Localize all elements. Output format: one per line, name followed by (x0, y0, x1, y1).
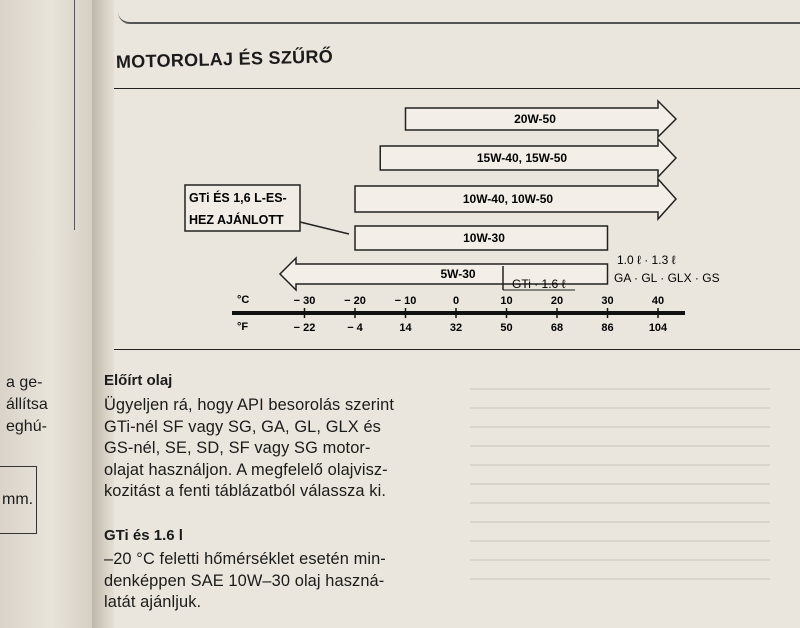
body-line: olajat használjon. A megfelelő olajvisz- (104, 460, 388, 479)
fahrenheit-tick-label: 68 (550, 322, 564, 334)
fahrenheit-tick-label: 32 (449, 322, 463, 334)
callout-pointer (300, 222, 349, 234)
left-page-line: a ge- (6, 374, 43, 391)
small-engine-label-1: 1.0 ℓ · 1.3 ℓ (617, 253, 676, 267)
body-line: Ügyeljen rá, hogy API besorolás szerint (104, 396, 394, 414)
fahrenheit-tick-label: − 4 (347, 322, 363, 334)
left-page-box-text: mm. (2, 491, 34, 508)
body-line: GTi-nél SF vagy SG, GA, GL, GLX és (104, 417, 381, 436)
body-line: GS-nél, SE, SD, SF vagy SG motor- (104, 439, 371, 457)
left-page-line: állítsa (6, 396, 48, 413)
callout-line-2: HEZ AJÁNLOTT (189, 213, 284, 227)
celsius-tick-label: − 10 (394, 295, 417, 307)
viscosity-bar-label: 20W-50 (514, 112, 556, 126)
body-line: –20 °C feletti hőmérséklet esetén min- (104, 550, 386, 568)
body-line: latát ajánljuk. (104, 593, 202, 611)
celsius-tick-label: − 20 (344, 295, 366, 307)
fahrenheit-tick-label: 104 (648, 322, 668, 334)
fahrenheit-tick-label: − 22 (293, 322, 316, 334)
body-line: kozitást a fenti táblázatból válassza ki. (104, 482, 386, 500)
callout-line-1: GTi ÉS 1,6 L-ES- (189, 191, 287, 205)
viscosity-bar-label: 15W-40, 15W-50 (476, 151, 568, 165)
section-heading-gti: GTi és 1.6 l (104, 527, 183, 544)
celsius-tick-label: 10 (500, 295, 513, 307)
bleed-through-text (470, 376, 770, 596)
celsius-unit: °C (237, 294, 250, 306)
fahrenheit-unit: °F (237, 321, 249, 333)
section-body-gti (104, 549, 444, 614)
small-engine-label-2: GA · GL · GLX · GS (614, 271, 720, 285)
celsius-tick-label: − 30 (293, 295, 316, 307)
viscosity-bar-label: 5W-30 (440, 267, 476, 281)
left-page-line: eghú- (6, 418, 47, 435)
fahrenheit-tick-label: 14 (399, 322, 412, 334)
celsius-tick-label: 30 (601, 295, 614, 307)
celsius-tick-label: 0 (452, 295, 460, 307)
viscosity-bar-label: 10W-40, 10W-50 (462, 192, 554, 206)
celsius-tick-label: 40 (651, 295, 665, 307)
celsius-tick-label: 20 (550, 295, 564, 307)
viscosity-bar-label: 10W-30 (463, 231, 505, 245)
body-line: denképpen SAE 10W–30 olaj haszná- (104, 571, 385, 590)
page-title: MOTOROLAJ ÉS SZŰRŐ (115, 46, 334, 72)
fahrenheit-tick-label: 86 (601, 322, 614, 334)
fahrenheit-tick-label: 50 (500, 322, 513, 334)
gti-limit-label: GTi · 1.6 ℓ (512, 277, 566, 291)
section-body-oil (104, 395, 444, 503)
section-heading-oil: Előírt olaj (104, 372, 173, 389)
